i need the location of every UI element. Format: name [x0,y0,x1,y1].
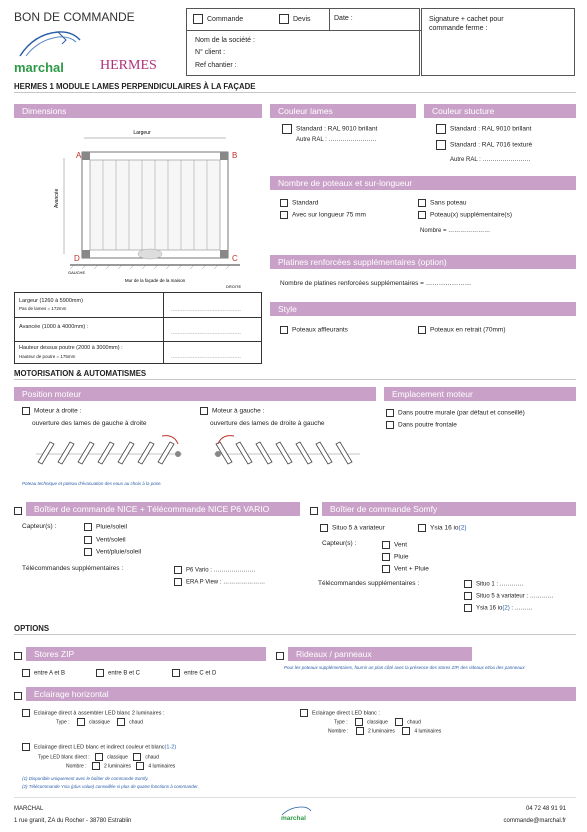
position-moteur-bar: Position moteur [14,387,376,401]
mur-label: Mur de la façade de la maison [124,278,186,283]
couleur-lames-bar: Couleur lames [270,104,416,118]
nice-checkbox[interactable] [14,507,22,515]
stores-bar: Stores ZIP [26,647,266,661]
avancee-label: Avancée [54,188,60,208]
poteaux-sans-checkbox[interactable] [418,199,426,207]
stores-ab-checkbox[interactable] [22,669,30,677]
brand-logo [14,26,86,76]
platines-field[interactable]: Nombre de platines renforcées supplémentaires = ………………… [280,280,472,287]
nice-vent-checkbox[interactable] [84,536,92,544]
societe-field[interactable]: Nom de la société : [195,37,255,44]
page-title: BON DE COMMANDE [14,10,135,24]
emplacement-murale-checkbox[interactable] [386,409,394,417]
devis-option[interactable]: Devis [279,14,311,24]
e3-4lum-checkbox[interactable] [136,762,144,770]
structure-7016-checkbox[interactable] [436,140,446,150]
moteur-gauche-checkbox[interactable] [200,407,208,415]
louvres-gauche-illustration [212,432,362,470]
client-field[interactable]: N° client : [195,49,226,56]
footnote-1: (1) Disponible uniquement avec le boîtier de commande Somfy. [22,776,149,781]
nice-ventpluie-option[interactable]: Vent/pluie/soleil [84,548,141,556]
e2-classique-checkbox[interactable] [355,718,363,726]
e2-4lum-checkbox[interactable] [402,727,410,735]
somfy-situo1-checkbox[interactable] [464,580,472,588]
footer-logo: marchal [278,804,314,826]
devis-checkbox[interactable] [279,14,289,24]
stores-cd-option[interactable]: entre C et D [172,669,216,677]
droite-label: DROITE [226,284,242,289]
gauche-label: GAUCHE [68,270,86,275]
stores-bc-checkbox[interactable] [96,669,104,677]
somfy-situo5-option[interactable]: Situo 5 à variateur : ………… [464,592,554,600]
moteur-gauche-option[interactable]: Moteur à gauche : [200,407,264,415]
somfy-ventpluie-option[interactable]: Vent + Pluie [382,565,429,573]
somfy-situo-checkbox[interactable] [320,524,328,532]
poteaux-supp-option[interactable]: Poteau(x) supplémentaire(s) [418,211,512,219]
product-name: HERMES [100,58,157,73]
hauteur-input[interactable]: …………………………………… [171,354,241,360]
somfy-checkbox[interactable] [310,507,318,515]
style-bar: Style [270,302,576,316]
structure-autre-field[interactable]: Autre RAL : …………………… [450,157,531,163]
rideaux-checkbox[interactable] [276,652,284,660]
largeur-input[interactable]: …………………………………… [171,307,241,313]
footer-address: 1 rue granit, ZA du Rocher - 38780 Estrablin [14,818,132,824]
emplacement-frontale-checkbox[interactable] [386,421,394,429]
footnote-2: (2) Télécommande Ysia (plus value) conseillée si plus de quatre fonctions à commander. [22,784,199,789]
emplacement-moteur-bar: Emplacement moteur [384,387,576,401]
somfy-ysia-option[interactable]: Ysia 16 io(2) [418,524,467,532]
structure-7016-option[interactable]: Standard : RAL 7016 texturé [436,140,532,150]
structure-9010-option[interactable]: Standard : RAL 9010 brillant [436,124,531,134]
e1-chaud-checkbox[interactable] [117,718,125,726]
eclairage-bar: Eclairage horizontal [26,687,576,701]
poteaux-supp-checkbox[interactable] [418,211,426,219]
nice-pluie-checkbox[interactable] [84,523,92,531]
emplacement-frontale-option[interactable]: Dans poutre frontale [386,421,457,429]
footer-company: MARCHAL [14,806,44,812]
eclairage-direct-checkbox[interactable] [300,709,308,717]
e1-classique-checkbox[interactable] [77,718,85,726]
nice-vent-option[interactable]: Vent/soleil [84,536,126,544]
style-affleurants-checkbox[interactable] [280,326,288,334]
commande-checkbox[interactable] [193,14,203,24]
nice-p6-option[interactable]: P6 Vario : ………………… [174,566,256,574]
eclairage-checkbox[interactable] [14,692,22,700]
nice-pluie-option[interactable]: Pluie/soleil [84,523,127,531]
poteaux-nombre-field[interactable]: Nombre = ………………… [420,228,491,234]
poteaux-longueur-option[interactable]: Avec sur longueur 75 mm [280,211,366,219]
section-subtitle: HERMES 1 MODULE LAMES PERPENDICULAIRES À LA FAÇADE [14,82,256,91]
style-retrait-checkbox[interactable] [418,326,426,334]
moteur-droite-option[interactable]: Moteur à droite : [22,407,81,415]
options-heading: OPTIONS [14,624,50,633]
couleur-structure-bar: Couleur stucture [424,104,576,118]
dimensions-bar: Dimensions [14,104,262,118]
nice-p6-checkbox[interactable] [174,566,182,574]
somfy-ventpluie-checkbox[interactable] [382,565,390,573]
stores-checkbox[interactable] [14,652,22,660]
louvres-droite-illustration [34,432,184,470]
emplacement-murale-option[interactable]: Dans poutre murale (par défaut et conseillé) [386,409,525,417]
corner-b: B [232,151,238,160]
commande-option[interactable]: Commande [193,14,243,24]
somfy-pluie-option[interactable]: Pluie [382,553,408,561]
e3-chaud-checkbox[interactable] [133,753,141,761]
poteaux-standard-option[interactable]: Standard [280,199,318,207]
somfy-vent-checkbox[interactable] [382,541,390,549]
poteaux-standard-checkbox[interactable] [280,199,288,207]
header-form [186,8,420,76]
dimensions-table: Largeur (1260 à 5900mm) Pas de lames = 172mm …………………………………… Avancée (1000 à 4000mm) : …………………………………… Hauteur dessus poutre (2000 à 3000mm) : Hauteur de poutre = 175mm …………………………………… [14,292,262,364]
chantier-field[interactable]: Ref chantier : [195,62,237,69]
somfy-ysia16-option[interactable]: Ysia 16 io(2) : ……… [464,604,533,612]
e2-chaud-checkbox[interactable] [395,718,403,726]
structure-9010-checkbox[interactable] [436,124,446,134]
somfy-situo1-option[interactable]: Situo 1 : ………… [464,580,524,588]
corner-c: C [232,254,238,263]
motorisation-note: Poteau technique et poteau d'évacuation des eaux au choix à la pose. [22,481,162,486]
somfy-situo5-checkbox[interactable] [464,592,472,600]
nice-era-option[interactable]: ERA P View : ………………… [174,578,265,586]
somfy-ysia-checkbox[interactable] [418,524,426,532]
poteaux-longueur-checkbox[interactable] [280,211,288,219]
platines-bar: Platines renforcées supplémentaires (option) [270,255,576,269]
signature-box[interactable]: Signature + cachet pour commande ferme : [421,8,575,76]
nice-era-checkbox[interactable] [174,578,182,586]
nice-bar: Boîtier de commande NICE + Télécommande NICE P6 VARIO [26,502,300,516]
somfy-situo-option[interactable]: Situo 5 à variateur [320,524,385,532]
e2-2lum-checkbox[interactable] [356,727,364,735]
rideaux-note: Pour les poteaux supplémentaires, fournir un plan côté avec la présence des stores ZIP, des rideaux et/ou des panneaux [284,665,525,670]
style-retrait-option[interactable]: Poteaux en retrait (70mm) [418,326,506,334]
rideaux-bar: Rideaux / panneaux [288,647,472,661]
avancee-input[interactable]: …………………………………… [171,330,241,336]
largeur-label: Largeur [133,130,151,136]
poteaux-sans-option[interactable]: Sans poteau [418,199,467,207]
motorisation-heading: MOTORISATION & AUTOMATISMES [14,369,147,378]
date-field[interactable]: Date : [334,15,353,22]
eclairage-indirect-checkbox[interactable] [22,743,30,751]
e3-2lum-checkbox[interactable] [92,762,100,770]
corner-d: D [74,254,80,263]
footer-email[interactable]: commande@marchal.fr [503,818,566,824]
somfy-ysia16-checkbox[interactable] [464,604,472,612]
lames-autre-field[interactable]: Autre RAL : …………………… [296,137,377,143]
somfy-vent-option[interactable]: Vent [382,541,407,549]
dimensions-diagram [20,124,260,290]
e3-classique-checkbox[interactable] [95,753,103,761]
eclairage-direct-option[interactable]: Eclairage direct LED blanc : [300,709,380,717]
footer-phone: 04 72 48 91 91 [525,806,566,812]
nice-ventpluie-checkbox[interactable] [84,548,92,556]
brand-name: marchal [14,60,64,75]
stores-cd-checkbox[interactable] [172,669,180,677]
eclairage-assembler-option[interactable]: Eclairage direct à assembler LED blanc 2 luminaires : [22,709,165,717]
eclairage-indirect-option[interactable]: Eclairage direct LED blanc et indirect couleur et blanc(1-2) [22,743,176,751]
style-affleurants-option[interactable]: Poteaux affleurants [280,326,348,334]
stores-bc-option[interactable]: entre B et C [96,669,140,677]
poteaux-bar: Nombre de poteaux et sur-longueur [270,176,576,190]
lames-standard-checkbox[interactable] [282,124,292,134]
moteur-droite-checkbox[interactable] [22,407,30,415]
lames-standard-option[interactable]: Standard : RAL 9010 brillant [282,124,377,134]
stores-ab-option[interactable]: entre A et B [22,669,65,677]
logo-graphic [14,26,86,62]
eclairage-assembler-checkbox[interactable] [22,709,30,717]
somfy-pluie-checkbox[interactable] [382,553,390,561]
somfy-bar: Boîtier de commande Somfy [322,502,576,516]
corner-a: A [76,151,82,160]
